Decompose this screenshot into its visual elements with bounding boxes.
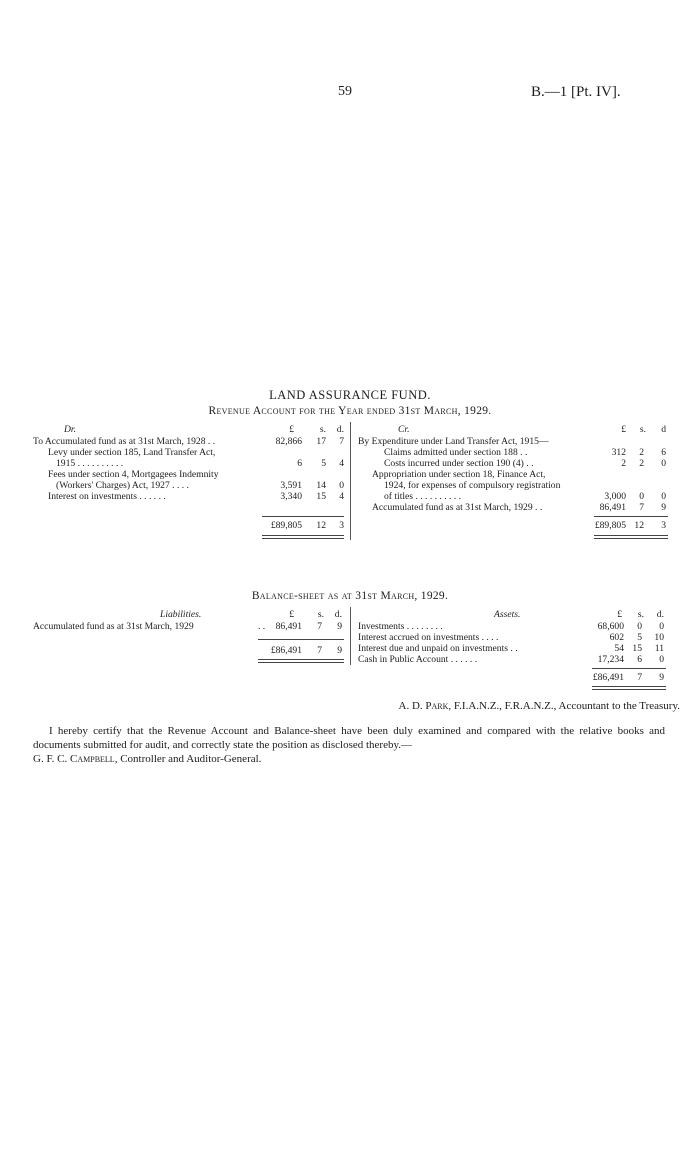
cr-entry-text: Accumulated fund as at 31st March, 1929 . .	[372, 502, 543, 513]
dr-entry-pounds: 6	[297, 458, 302, 469]
page-number: 59	[338, 84, 352, 99]
audit-certification	[33, 724, 665, 766]
cr-label: Cr.	[398, 424, 410, 435]
cr-entry-pounds: 3,000	[604, 491, 626, 502]
dr-entry-pounds: 82,866	[275, 436, 302, 447]
cr-entry-text: Costs incurred under section 190 (4) . .	[384, 458, 534, 469]
cr-header-pence: d	[661, 424, 666, 435]
revenue-account-title: Revenue Account for the Year ended 31st March, 1929.	[208, 405, 492, 417]
dr-entry-text: 1915 . . . . . . . . . .	[56, 458, 124, 469]
assets-total-rule	[592, 668, 666, 669]
liabilities-entry-text: Accumulated fund as at 31st March, 1929	[33, 621, 194, 632]
assets-entry-shillings: 5	[637, 632, 642, 643]
balance-sheet-title: Balance-sheet as at 31st March, 1929.	[251, 590, 449, 602]
assets-total-pounds: £86,491	[592, 672, 624, 683]
cr-entry-text: By Expenditure under Land Transfer Act, 1915—	[358, 436, 549, 447]
accountant-signature	[0, 700, 680, 712]
dr-total-double-rule	[262, 535, 344, 539]
assets-total-pence: 9	[659, 672, 664, 683]
dr-entry-text: To Accumulated fund as at 31st March, 1928 . .	[33, 436, 216, 447]
liabilities-total-pence: 9	[337, 645, 342, 656]
dr-entry-text: Levy under section 185, Land Transfer Act,	[48, 447, 216, 458]
liabilities-header-pounds: £	[289, 609, 294, 620]
cr-header-shillings: s.	[639, 424, 646, 435]
dr-header-pence: d.	[336, 424, 344, 435]
liabilities-total-shillings: 7	[317, 645, 322, 656]
cr-entry-shillings: 7	[639, 502, 644, 513]
assets-entry-shillings: 6	[637, 654, 642, 665]
assets-entry-text: Interest due and unpaid on investments . .	[358, 643, 518, 654]
liabilities-header-pence: d.	[334, 609, 342, 620]
assets-entry-pence: 0	[659, 621, 664, 632]
cr-total-rule	[594, 516, 668, 517]
dr-total-pounds: £89,805	[270, 520, 302, 531]
assets-label: Assets.	[494, 609, 521, 620]
dr-header-shillings: s.	[319, 424, 326, 435]
cr-entry-shillings: 2	[639, 458, 644, 469]
cr-entry-pounds: 2	[621, 458, 626, 469]
assets-total-double-rule	[592, 686, 666, 690]
cr-entry-text: Appropriation under section 18, Finance Act,	[372, 469, 546, 480]
assets-total-shillings: 7	[637, 672, 642, 683]
cr-entry-pence: 6	[661, 447, 666, 458]
dr-entry-text: Interest on investments . . . . . .	[48, 491, 166, 502]
balance-sheet-column-divider	[350, 607, 351, 665]
assets-entry-pence: 10	[654, 632, 664, 643]
dr-entry-pounds: 3,340	[280, 491, 302, 502]
accountant-name: A. D. Park	[398, 700, 449, 712]
assets-header-shillings: s.	[637, 609, 644, 620]
cr-entry-text: Claims admitted under section 188 . .	[384, 447, 528, 458]
liabilities-total-double-rule	[258, 659, 344, 663]
assets-entry-pence: 0	[659, 654, 664, 665]
dr-total-shillings: 12	[316, 520, 326, 531]
dr-entry-shillings: 15	[316, 491, 326, 502]
liabilities-header-shillings: s.	[317, 609, 324, 620]
dr-entry-shillings: 17	[316, 436, 326, 447]
assets-header-pounds: £	[617, 609, 622, 620]
dr-header-pounds: £	[289, 424, 294, 435]
assets-entry-shillings: 0	[637, 621, 642, 632]
assets-entry-pence: 11	[654, 643, 664, 654]
assets-entry-pounds: 68,600	[597, 621, 624, 632]
cr-header-pounds: £	[621, 424, 626, 435]
dr-entry-shillings: 14	[316, 480, 326, 491]
cr-entry-pounds: 312	[611, 447, 626, 458]
cr-total-pence: 3	[661, 520, 666, 531]
dr-entry-pence: 7	[339, 436, 344, 447]
revenue-column-divider	[350, 422, 351, 540]
dr-entry-pounds: 3,591	[280, 480, 302, 491]
auditor-title: , Controller and Auditor-General.	[114, 753, 262, 765]
cr-entry-text: of titles . . . . . . . . . .	[384, 491, 462, 502]
cr-entry-pence: 9	[661, 502, 666, 513]
dr-entry-pence: 4	[339, 491, 344, 502]
assets-entry-text: Interest accrued on investments . . . .	[358, 632, 499, 643]
liabilities-entry-pounds: 86,491	[275, 621, 302, 632]
dr-entry-text: Fees under section 4, Mortgagees Indemnity	[48, 469, 219, 480]
dr-total-pence: 3	[339, 520, 344, 531]
dr-entry-pence: 4	[339, 458, 344, 469]
cr-entry-pounds: 86,491	[599, 502, 626, 513]
cr-total-pounds: £89,805	[594, 520, 626, 531]
certification-text: I hereby certify that the Revenue Account and Balance-sheet have been duly examined and compared with the relative books and documents submitted for audit, and correctly state the position as disclosed thereby.—	[33, 725, 665, 751]
cr-entry-shillings: 0	[639, 491, 644, 502]
cr-entry-text: 1924, for expenses of compulsory registration	[384, 480, 561, 491]
assets-entry-pounds: 602	[609, 632, 624, 643]
cr-entry-pence: 0	[661, 458, 666, 469]
assets-entry-pounds: 54	[614, 643, 624, 654]
dr-entry-text: (Workers' Charges) Act, 1927 . . . .	[56, 480, 189, 491]
dr-entry-shillings: 5	[321, 458, 326, 469]
liabilities-entry-pence: 9	[337, 621, 342, 632]
liabilities-entry-shillings: 7	[317, 621, 322, 632]
dr-entry-pence: 0	[339, 480, 344, 491]
auditor-name: G. F. C. Campbell	[33, 753, 115, 765]
assets-entry-text: Cash in Public Account . . . . . .	[358, 654, 478, 665]
cr-entry-shillings: 2	[639, 447, 644, 458]
fund-title: LAND ASSURANCE FUND.	[269, 388, 431, 402]
assets-entry-text: Investments . . . . . . . .	[358, 621, 443, 632]
liabilities-total-rule	[258, 639, 344, 640]
document-reference: B.—1 [Pt. IV].	[531, 84, 621, 100]
cr-entry-pence: 0	[661, 491, 666, 502]
assets-entry-shillings: 15	[632, 643, 642, 654]
assets-header-pence: d.	[656, 609, 664, 620]
liabilities-total-pounds: £86,491	[270, 645, 302, 656]
dr-label: Dr.	[64, 424, 76, 435]
assets-entry-pounds: 17,234	[597, 654, 624, 665]
liabilities-label: Liabilities.	[160, 609, 202, 620]
cr-total-double-rule	[594, 535, 668, 539]
liabilities-entry-dots: . .	[258, 621, 266, 632]
accountant-details: , F.I.A.N.Z., F.R.A.N.Z., Accountant to the Treasury.	[448, 700, 680, 712]
cr-total-shillings: 12	[634, 520, 644, 531]
dr-total-rule	[262, 516, 344, 517]
